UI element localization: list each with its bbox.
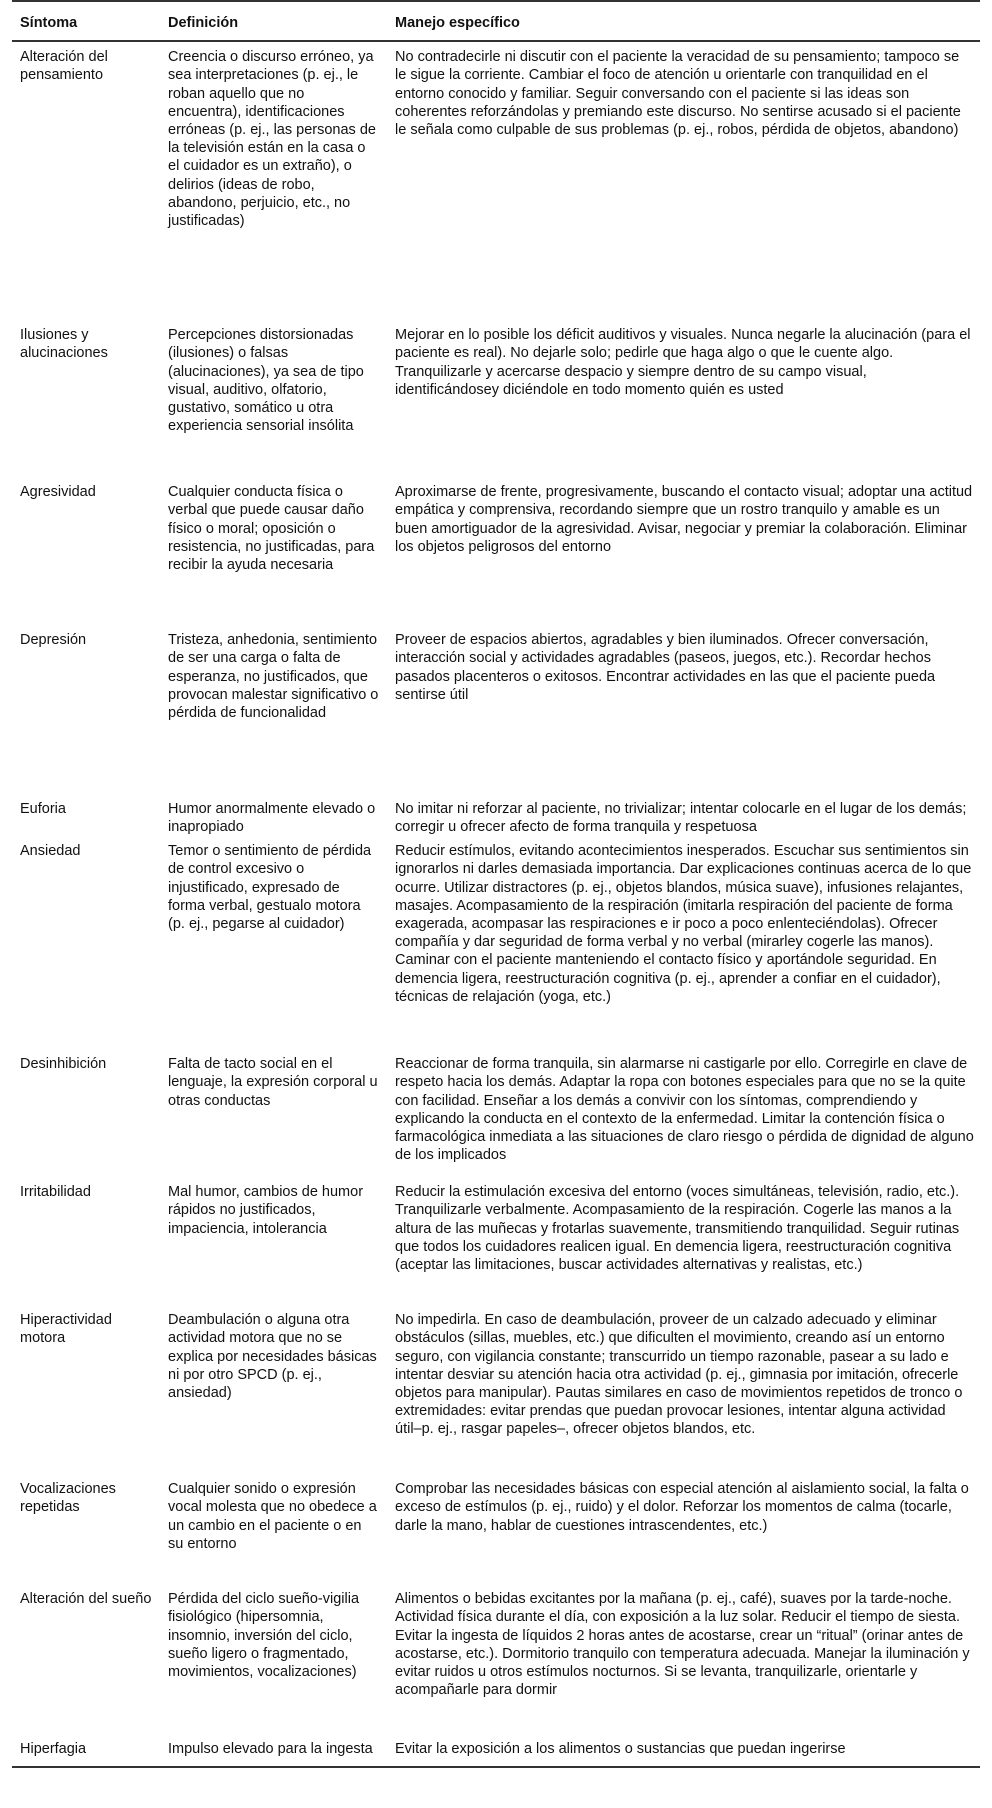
symptom-cell: Hiperactividad motora (20, 1312, 112, 1347)
symptom-cell: Vocalizaciones repetidas (20, 1481, 116, 1516)
symptom-cell: Desinhibición (20, 1056, 107, 1073)
management-cell: Alimentos o bebidas excitantes por la mañana (p. ej., café), suaves por la tarde-noche. Actividad física durante el día, con exposición a la luz solar. Reducir el tiempo de siesta. Evitar la ingesta de líquidos 2 horas antes de acostarse, crear un “ritual” (orinar antes de acostarse, etc.). Dormitorio tranquilo con temperatura adecuada. Manejar la iluminación y evitar ruidos u otros estímulos nocturnos. Si se levanta, tranquilizarle, orientarle y acompañarle para dormir (395, 1591, 970, 1699)
definition-cell: Tristeza, anhedonia, sentimiento de ser una carga o falta de esperanza, no justificados, que provocan malestar significativo o pérdida de funcionalidad (168, 632, 379, 722)
header-symptom: Síntoma (12, 1, 160, 41)
management-cell: Proveer de espacios abiertos, agradables y bien iluminados. Ofrecer conversación, interacción social y actividades agradables (paseos, juegos, etc.). Recordar hechos pasados placenteros o exitosos. Encontrar actividades en las que el paciente pueda sentirse útil (395, 632, 936, 703)
table-row (12, 483, 980, 631)
definition-cell: Impulso elevado para la ingesta (160, 1740, 387, 1767)
management-cell: Mejorar en lo posible los déficit auditivos y visuales. Nunca negarle la alucinación (para el paciente es real). No dejarle solo; pedirle que haga algo o que le cuente algo. Tranquilizarle y acercarse despacio y siempre dentro de su campo visual, identificándosey diciéndole en todo momento quién es usted (395, 327, 971, 398)
management-cell: No impedirla. En caso de deambulación, proveer de un calzado adecuado y eliminar obstáculos (sillas, muebles, etc.) que dificulten el movimiento, creando así un entorno seguro, con vigilancia constante; transcurrido un tiempo razonable, pasear a su lado e intentar desviar su atención hacia otra actividad (p. ej., gimnasia por imitación, ofrecerle objetos para manipular). Pautas similares en caso de movimientos repetidos de tronco o extremidades: evitar prendas que puedan provocar lesiones, intentar alguna actividad útil–p. ej., rasgar papeles–, ofrecer objetos blandos, etc. (395, 1312, 963, 1438)
symptom-cell: Irritabilidad (20, 1184, 91, 1201)
management-cell: Comprobar las necesidades básicas con especial atención al aislamiento social, la falta o exceso de estímulos (p. ej., ruido) y el dolor. Reforzar los momentos de calma (tocarle, darle la mano, hablar de cuestiones intrascendentes, etc.) (395, 1481, 969, 1534)
table-body (12, 41, 980, 1767)
table-row (12, 1183, 980, 1311)
management-cell: Evitar la exposición a los alimentos o sustancias que puedan ingerirse (387, 1740, 980, 1767)
definition-cell: Cualquier conducta física o verbal que puede causar daño físico o moral; oposición o resistencia, no justificadas, para recibir la ayuda necesaria (168, 484, 375, 574)
definition-cell: Temor o sentimiento de pérdida de control excesivo o injustificado, expresado de forma verbal, gestualo motora (p. ej., pegarse al cuidador) (168, 843, 372, 933)
table-row (12, 326, 980, 483)
definition-cell: Cualquier sonido o expresión vocal molesta que no obedece a un cambio en el paciente o en su entorno (168, 1481, 377, 1552)
management-cell: Reducir la estimulación excesiva del entorno (voces simultáneas, televisión, radio, etc.). Tranquilizarle verbalmente. Acompasamiento de la respiración. Cogerle las manos a la altura de las muñecas y frotarlas suavemente, transmitiendo tranquilidad. Seguir rutinas que todos los cuidadores realicen igual. En demencia ligera, reestructuración cognitiva (aceptar las limitaciones, buscar actividades alternativas y realistas, etc.) (395, 1184, 960, 1274)
symptom-cell: Depresión (20, 632, 87, 649)
table-row (12, 1480, 980, 1590)
symptom-cell: Hiperfagia (12, 1740, 160, 1767)
symptom-cell: Euforia (20, 801, 66, 818)
definition-cell: Humor anormalmente elevado o inapropiado (168, 801, 376, 836)
table-row (12, 842, 980, 1055)
header-definition: Definición (160, 1, 387, 41)
symptom-table (12, 0, 980, 1768)
symptom-table-container (12, 0, 980, 1768)
management-cell: No contradecirle ni discutir con el paciente la veracidad de su pensamiento; tampoco se le sigue la corriente. Cambiar el foco de atención u orientarle con tranquilidad en el entorno conocido y familiar. Seguir conversando con el paciente si las ideas son coherentes reforzándolas y premiando este discurso. No sentirse acusado si el paciente le señala como culpable de sus problemas (p. ej., robos, pérdida de objetos, abandono) (395, 49, 961, 139)
table-row (12, 800, 980, 842)
table-row (12, 41, 980, 326)
table-header (12, 1, 980, 41)
management-cell: Aproximarse de frente, progresivamente, buscando el contacto visual; adoptar una actitud empática y comprensiva, recordando siempre que un rostro tranquilo y amable es un buen amortiguador de la agresividad. Avisar, negociar y premiar la colaboración. Eliminar los objetos peligrosos del entorno (395, 484, 973, 555)
definition-cell: Mal humor, cambios de humor rápidos no justificados, impaciencia, intolerancia (168, 1184, 364, 1237)
management-cell: No imitar ni reforzar al paciente, no trivializar; intentar colocarle en el lugar de los demás; corregir u ofrecer afecto de forma tranquila y respetuosa (395, 801, 967, 836)
symptom-cell: Ansiedad (20, 843, 81, 860)
definition-cell: Percepciones distorsionadas (ilusiones) o falsas (alucinaciones), ya sea de tipo visual, auditivo, olfatorio, gustativo, somático u otra experiencia sensorial insólita (168, 327, 364, 435)
symptom-cell: Ilusiones y alucinaciones (20, 327, 108, 362)
table-row (12, 1311, 980, 1480)
table-row (12, 631, 980, 800)
table-row (12, 1590, 980, 1740)
table-row (12, 1055, 980, 1183)
symptom-cell: Agresividad (20, 484, 96, 501)
symptom-cell: Alteración del sueño (20, 1591, 152, 1608)
definition-cell: Falta de tacto social en el lenguaje, la expresión corporal u otras conductas (168, 1056, 378, 1109)
management-cell: Reducir estímulos, evitando acontecimientos inesperados. Escuchar sus sentimientos sin ignorarlos ni darles demasiada importancia. Dar explicaciones continuas acerca de lo que ocurre. Utilizar distractores (p. ej., objetos blandos, música suave), infusiones relajantes, masajes. Acompasamiento de la respiración (imitarla respiración del paciente de forma exagerada, acompasar las respiraciones e ir poco a poco enlenteciéndolas). Ofrecer compañía y dar seguridad de forma verbal y no verbal (mirarley cogerle las manos). Caminar con el paciente manteniendo el contacto físico y aportándole seguridad. En demencia ligera, reestructuración cognitiva (p. ej., aprender a confiar en el cuidador), técnicas de relajación (yoga, etc.) (395, 843, 972, 1005)
table-row (12, 1740, 980, 1767)
definition-cell: Pérdida del ciclo sueño-vigilia fisiológico (hipersomnia, insomnio, inversión del ciclo, sueño ligero o fragmentado, movimientos, vocalizaciones) (168, 1591, 360, 1681)
symptom-cell: Alteración del pensamiento (20, 49, 108, 84)
header-management: Manejo específico (387, 1, 980, 41)
definition-cell: Deambulación o alguna otra actividad motora que no se explica por necesidades básicas ni por otro SPCD (p. ej., ansiedad) (168, 1312, 377, 1402)
definition-cell: Creencia o discurso erróneo, ya sea interpretaciones (p. ej., le roban aquello que no encuentra), identificaciones erróneas (p. ej., las personas de la televisión están en la casa o el cuidador es un extraño), o delirios (ideas de robo, abandono, perjuicio, etc., no justificadas) (168, 49, 376, 230)
header-row (12, 1, 980, 41)
management-cell: Reaccionar de forma tranquila, sin alarmarse ni castigarle por ello. Corregirle en clave de respeto hacia los demás. Adaptar la ropa con botones especiales para que no se la quite con facilidad. Enseñar a los demás a convivir con los síntomas, comprendiendo y explicando la conducta en el contexto de la enfermedad. Limitar la contención física o farmacológica inmediata a las situaciones de claro riesgo o pérdida de dignidad de alguno de los implicados (395, 1056, 974, 1164)
